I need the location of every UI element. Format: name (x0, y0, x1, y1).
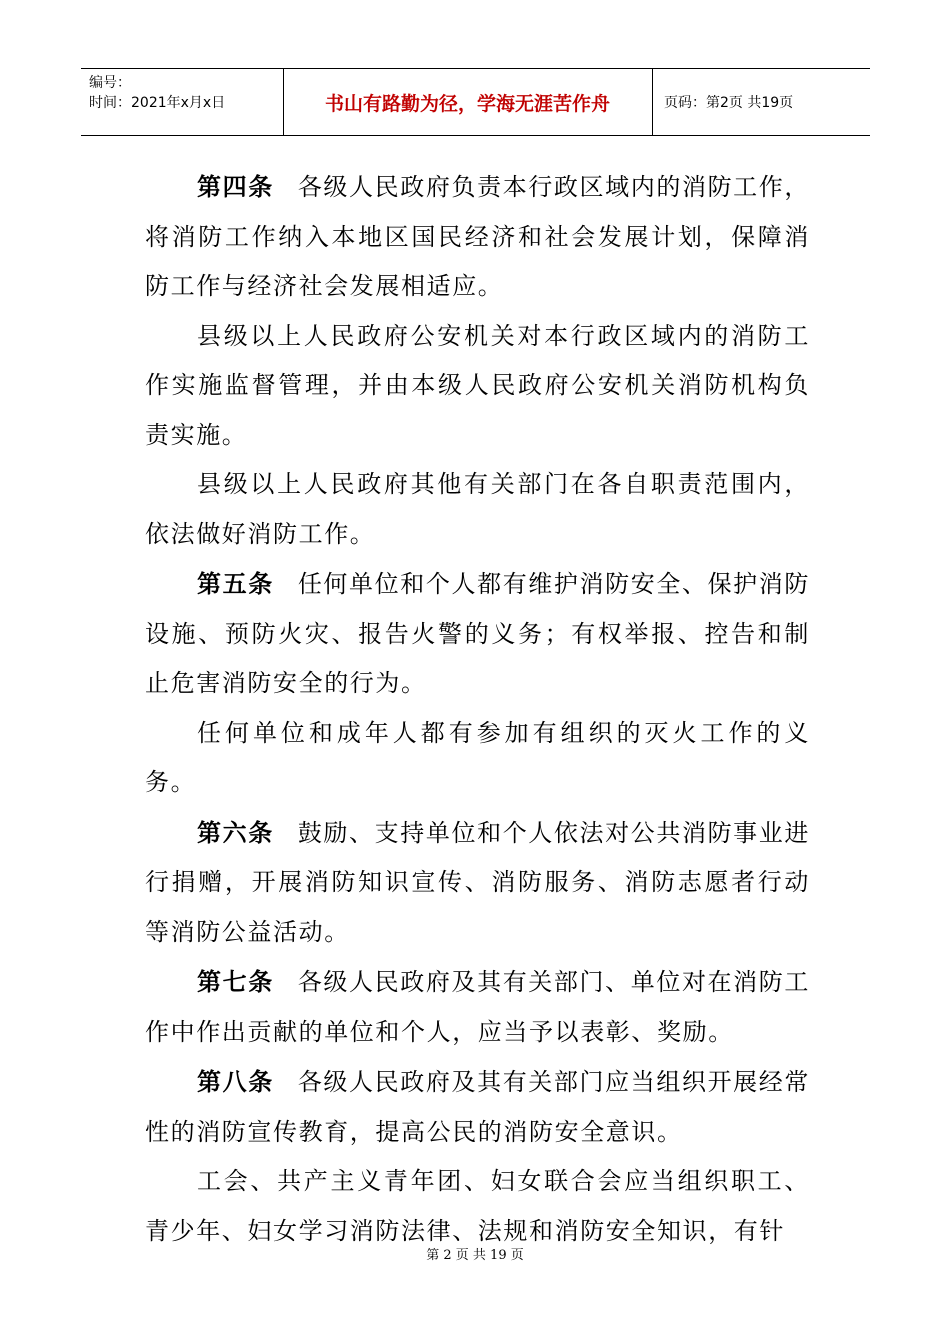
paragraph-text: 各级人民政府及其有关部门、单位对在消防工作中作出贡献的单位和个人，应当予以表彰、奖励。 (145, 968, 810, 1046)
paragraph (145, 559, 810, 709)
paragraph-text: 任何单位和成年人都有参加有组织的灭火工作的义务。 (145, 718, 810, 796)
paragraph (145, 709, 810, 808)
paragraph-text: 各级人民政府及其有关部门应当组织开展经常性的消防宣传教育，提高公民的消防安全意识。 (145, 1068, 810, 1146)
document-body (145, 162, 810, 1256)
paragraph (145, 808, 810, 958)
time-label: 时间：2021年x月x日 (89, 95, 226, 111)
header-divider (652, 69, 653, 135)
paragraph (145, 957, 810, 1057)
header-meta (89, 73, 225, 113)
paragraph-text: 任何单位和个人都有维护消防安全、保护消防设施、预防火灾、报告火警的义务；有权举报、控告和制止危害消防安全的行为。 (145, 570, 810, 697)
page-footer: 第 2 页 共 19 页 (426, 1248, 524, 1263)
header-page-info: 页码：第2页 共19页 (664, 95, 794, 111)
paragraph (145, 1157, 810, 1256)
article-number: 第六条 (197, 817, 274, 847)
number-label: 编号： (89, 75, 131, 91)
paragraph (145, 1057, 810, 1157)
paragraph-text: 县级以上人民政府其他有关部门在各自职责范围内，依法做好消防工作。 (145, 470, 810, 548)
paragraph-text: 县级以上人民政府公安机关对本行政区域内的消防工作实施监督管理，并由本级人民政府公安机关消防机构负责实施。 (145, 321, 810, 449)
paragraph-text: 鼓励、支持单位和个人依法对公共消防事业进行捐赠，开展消防知识宣传、消防服务、消防志愿者行动等消防公益活动。 (145, 818, 810, 946)
article-number: 第七条 (197, 967, 274, 996)
paragraph (145, 162, 810, 312)
paragraph-text: 工会、共产主义青年团、妇女联合会应当组织职工、青少年、妇女学习消防法律、法规和消防安全知识，有针 (145, 1167, 810, 1245)
document-header (81, 68, 870, 136)
article-number: 第八条 (197, 1067, 274, 1096)
paragraph-text: 各级人民政府负责本行政区域内的消防工作，将消防工作纳入本地区国民经济和社会发展计划，保障消防工作与经济社会发展相适应。 (145, 173, 810, 300)
article-number: 第五条 (197, 569, 274, 598)
paragraph (145, 312, 810, 461)
article-number: 第四条 (197, 172, 274, 201)
paragraph (145, 460, 810, 559)
header-motto: 书山有路勤为径，学海无涯苦作舟 (324, 92, 610, 115)
